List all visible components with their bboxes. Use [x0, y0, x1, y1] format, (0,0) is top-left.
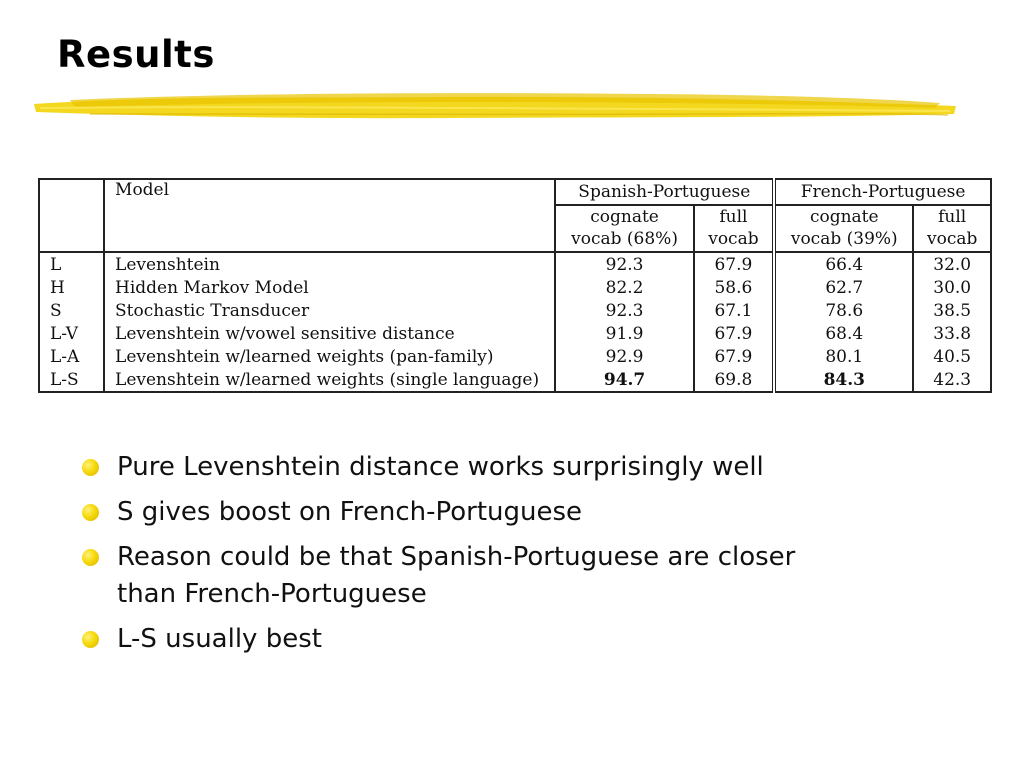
cell-fr-full: 30.0	[913, 276, 991, 299]
cell-sp-full: 67.9	[694, 322, 775, 345]
bullet-item	[78, 449, 898, 486]
bullet-text: Pure Levenshtein distance works surprisingly well	[117, 452, 764, 482]
row-model: Levenshtein w/vowel sensitive distance	[115, 323, 455, 344]
cell-fr-cognate: 66.4	[774, 252, 913, 276]
header-model: Model	[104, 179, 555, 205]
header-sp-full: full	[694, 205, 775, 227]
bullet-item	[78, 621, 898, 658]
bullet-dot-icon	[82, 631, 99, 648]
cell-fr-full: 42.3	[913, 368, 991, 392]
bullet-text: Reason could be that Spanish-Portuguese are closer than French-Portuguese	[117, 542, 796, 609]
cell-fr-full: 33.8	[913, 322, 991, 345]
header-fr-full: full	[913, 205, 991, 227]
row-model: Hidden Markov Model	[115, 277, 309, 298]
table-row	[39, 322, 991, 345]
row-model: Levenshtein w/learned weights (pan-family)	[115, 346, 494, 367]
header-sp-cognate-vocab: vocab (68%)	[555, 227, 693, 252]
row-id: L-V	[39, 322, 104, 345]
cell-fr-full: 32.0	[913, 252, 991, 276]
bullet-dot-icon	[82, 549, 99, 566]
row-id: L-A	[39, 345, 104, 368]
table-row	[39, 252, 991, 276]
table-row	[39, 345, 991, 368]
cell-sp-cognate: 92.3	[555, 252, 693, 276]
header-group-french-portuguese: French-Portuguese	[774, 179, 991, 205]
bullet-list	[78, 449, 898, 666]
cell-fr-cognate: 68.4	[774, 322, 913, 345]
row-id: H	[39, 276, 104, 299]
cell-sp-full: 58.6	[694, 276, 775, 299]
table-row	[39, 299, 991, 322]
cell-fr-cognate: 62.7	[774, 276, 913, 299]
cell-sp-cognate: 91.9	[555, 322, 693, 345]
cell-sp-full: 67.9	[694, 345, 775, 368]
header-sp-cognate: cognate	[555, 205, 693, 227]
cell-fr-cognate: 80.1	[774, 345, 913, 368]
bullet-dot-icon	[82, 459, 99, 476]
cell-fr-cognate-best: 84.3	[774, 368, 913, 392]
cell-sp-cognate: 92.3	[555, 299, 693, 322]
cell-fr-cognate: 78.6	[774, 299, 913, 322]
cell-fr-full: 38.5	[913, 299, 991, 322]
cell-fr-full: 40.5	[913, 345, 991, 368]
bullet-text: L-S usually best	[117, 624, 322, 654]
cell-sp-full: 69.8	[694, 368, 775, 392]
header-sp-full-vocab: vocab	[694, 227, 775, 252]
header-fr-cognate: cognate	[774, 205, 913, 227]
title-underline-brushstroke	[30, 84, 960, 128]
header-id-cell	[39, 179, 104, 205]
results-table	[38, 178, 992, 393]
cell-sp-cognate: 82.2	[555, 276, 693, 299]
row-id: L-S	[39, 368, 104, 392]
bullet-item	[78, 539, 857, 613]
row-model: Stochastic Transducer	[115, 300, 310, 321]
header-fr-full-vocab: vocab	[913, 227, 991, 252]
header-fr-cognate-vocab: vocab (39%)	[774, 227, 913, 252]
row-id: L	[39, 252, 104, 276]
row-id: S	[39, 299, 104, 322]
bullet-item	[78, 494, 898, 531]
header-group-spanish-portuguese: Spanish-Portuguese	[555, 179, 774, 205]
cell-sp-full: 67.9	[694, 252, 775, 276]
table-row	[39, 276, 991, 299]
bullet-text: S gives boost on French-Portuguese	[117, 497, 583, 527]
cell-sp-cognate: 92.9	[555, 345, 693, 368]
cell-sp-full: 67.1	[694, 299, 775, 322]
bullet-dot-icon	[82, 504, 99, 521]
table-row	[39, 368, 991, 392]
row-model: Levenshtein	[115, 254, 220, 275]
row-model: Levenshtein w/learned weights (single language)	[104, 368, 555, 392]
slide-title: Results	[57, 33, 215, 76]
cell-sp-cognate-best: 94.7	[555, 368, 693, 392]
